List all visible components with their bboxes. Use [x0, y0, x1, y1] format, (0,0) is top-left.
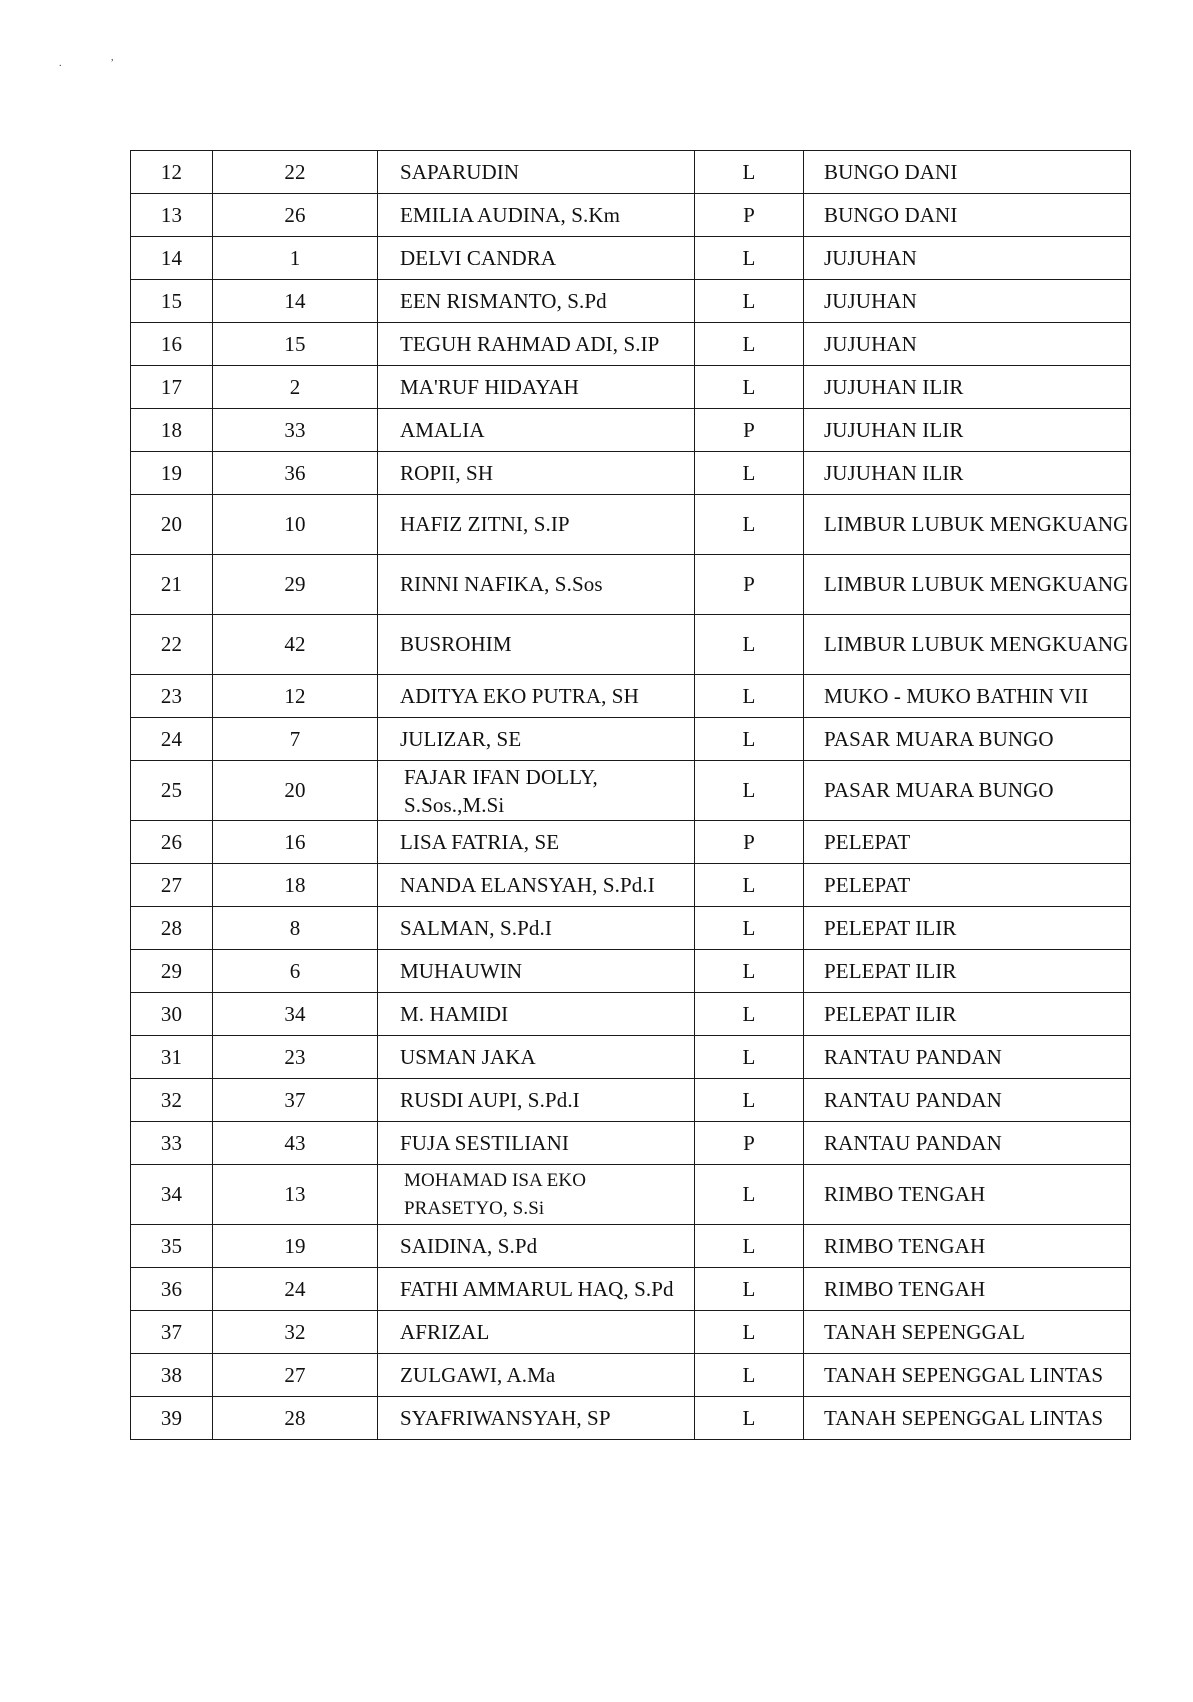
gender-cell: L [695, 675, 804, 718]
row-number-cell: 31 [131, 1036, 213, 1079]
table-row [131, 615, 1131, 675]
gender-cell: L [695, 323, 804, 366]
participant-number-cell: 7 [213, 718, 378, 761]
table-row [131, 1122, 1131, 1165]
participant-name-cell: ZULGAWI, A.Ma [378, 1354, 695, 1397]
participant-number-cell: 28 [213, 1397, 378, 1440]
table-row [131, 821, 1131, 864]
participant-name-cell: SAPARUDIN [378, 151, 695, 194]
village-cell: BUNGO DANI [804, 194, 1131, 237]
participant-number-cell: 29 [213, 555, 378, 615]
participant-number-cell: 37 [213, 1079, 378, 1122]
row-number-cell: 19 [131, 452, 213, 495]
row-number-cell: 18 [131, 409, 213, 452]
gender-cell: L [695, 1036, 804, 1079]
gender-cell: L [695, 761, 804, 821]
participant-number-cell: 27 [213, 1354, 378, 1397]
participant-number-cell: 23 [213, 1036, 378, 1079]
participant-number-cell: 43 [213, 1122, 378, 1165]
participant-name-cell: TEGUH RAHMAD ADI, S.IP [378, 323, 695, 366]
table-row [131, 323, 1131, 366]
gender-cell: P [695, 555, 804, 615]
gender-cell: L [695, 1354, 804, 1397]
row-number-cell: 24 [131, 718, 213, 761]
table-row [131, 151, 1131, 194]
participant-name-cell: USMAN JAKA [378, 1036, 695, 1079]
participant-number-cell: 36 [213, 452, 378, 495]
village-cell: RANTAU PANDAN [804, 1122, 1131, 1165]
participant-name-cell: BUSROHIM [378, 615, 695, 675]
participant-number-cell: 10 [213, 495, 378, 555]
table-row [131, 761, 1131, 821]
table-row [131, 1311, 1131, 1354]
village-cell: PELEPAT ILIR [804, 993, 1131, 1036]
participant-number-cell: 8 [213, 907, 378, 950]
village-cell: LIMBUR LUBUK MENGKUANG [804, 615, 1131, 675]
table-row [131, 237, 1131, 280]
participant-name-cell: AMALIA [378, 409, 695, 452]
village-cell: BUNGO DANI [804, 151, 1131, 194]
gender-cell: P [695, 409, 804, 452]
participant-number-cell: 33 [213, 409, 378, 452]
gender-cell: L [695, 1165, 804, 1225]
village-cell: RIMBO TENGAH [804, 1165, 1131, 1225]
participant-number-cell: 1 [213, 237, 378, 280]
table-row [131, 452, 1131, 495]
village-cell: PELEPAT ILIR [804, 907, 1131, 950]
village-cell: PASAR MUARA BUNGO [804, 718, 1131, 761]
village-cell: MUKO - MUKO BATHIN VII [804, 675, 1131, 718]
gender-cell: L [695, 993, 804, 1036]
participant-name-cell: RINNI NAFIKA, S.Sos [378, 555, 695, 615]
table-row [131, 495, 1131, 555]
village-cell: TANAH SEPENGGAL [804, 1311, 1131, 1354]
participant-number-cell: 16 [213, 821, 378, 864]
participant-number-cell: 32 [213, 1311, 378, 1354]
village-cell: LIMBUR LUBUK MENGKUANG [804, 555, 1131, 615]
participant-name-cell: MA'RUF HIDAYAH [378, 366, 695, 409]
village-cell: TANAH SEPENGGAL LINTAS [804, 1397, 1131, 1440]
participant-number-cell: 6 [213, 950, 378, 993]
row-number-cell: 21 [131, 555, 213, 615]
row-number-cell: 15 [131, 280, 213, 323]
participant-name-cell: ROPII, SH [378, 452, 695, 495]
participant-name-cell: EEN RISMANTO, S.Pd [378, 280, 695, 323]
participant-name-cell: FUJA SESTILIANI [378, 1122, 695, 1165]
village-cell: RANTAU PANDAN [804, 1079, 1131, 1122]
row-number-cell: 27 [131, 864, 213, 907]
participant-name-cell: LISA FATRIA, SE [378, 821, 695, 864]
table-row [131, 1397, 1131, 1440]
participant-name-cell: M. HAMIDI [378, 993, 695, 1036]
participant-name-cell: AFRIZAL [378, 1311, 695, 1354]
participant-number-cell: 19 [213, 1225, 378, 1268]
village-cell: PELEPAT [804, 864, 1131, 907]
gender-cell: L [695, 280, 804, 323]
village-cell: LIMBUR LUBUK MENGKUANG [804, 495, 1131, 555]
table-row [131, 993, 1131, 1036]
table-row [131, 1165, 1131, 1225]
village-cell: JUJUHAN [804, 323, 1131, 366]
row-number-cell: 39 [131, 1397, 213, 1440]
participant-name-cell: MOHAMAD ISA EKO PRASETYO, S.Si [378, 1165, 695, 1225]
gender-cell: L [695, 1311, 804, 1354]
participant-number-cell: 13 [213, 1165, 378, 1225]
participant-number-cell: 22 [213, 151, 378, 194]
village-cell: JUJUHAN ILIR [804, 409, 1131, 452]
table-row [131, 280, 1131, 323]
village-cell: JUJUHAN ILIR [804, 366, 1131, 409]
participant-name-cell: HAFIZ ZITNI, S.IP [378, 495, 695, 555]
participant-number-cell: 15 [213, 323, 378, 366]
participant-name-cell: SYAFRIWANSYAH, SP [378, 1397, 695, 1440]
table-row [131, 718, 1131, 761]
row-number-cell: 17 [131, 366, 213, 409]
row-number-cell: 12 [131, 151, 213, 194]
village-cell: JUJUHAN [804, 280, 1131, 323]
participant-name-cell: FATHI AMMARUL HAQ, S.Pd [378, 1268, 695, 1311]
village-cell: PASAR MUARA BUNGO [804, 761, 1131, 821]
gender-cell: L [695, 1397, 804, 1440]
gender-cell: P [695, 194, 804, 237]
village-cell: RIMBO TENGAH [804, 1225, 1131, 1268]
table-row [131, 194, 1131, 237]
participant-table [130, 150, 1131, 1440]
gender-cell: L [695, 237, 804, 280]
village-cell: RIMBO TENGAH [804, 1268, 1131, 1311]
gender-cell: L [695, 1225, 804, 1268]
row-number-cell: 35 [131, 1225, 213, 1268]
row-number-cell: 34 [131, 1165, 213, 1225]
participant-number-cell: 26 [213, 194, 378, 237]
table-row [131, 1225, 1131, 1268]
gender-cell: L [695, 151, 804, 194]
participant-name-cell: SALMAN, S.Pd.I [378, 907, 695, 950]
gender-cell: L [695, 950, 804, 993]
participant-name-cell: MUHAUWIN [378, 950, 695, 993]
table-row [131, 1268, 1131, 1311]
village-cell: JUJUHAN [804, 237, 1131, 280]
gender-cell: L [695, 1268, 804, 1311]
table-row [131, 864, 1131, 907]
gender-cell: L [695, 864, 804, 907]
gender-cell: L [695, 907, 804, 950]
row-number-cell: 36 [131, 1268, 213, 1311]
participant-name-cell: RUSDI AUPI, S.Pd.I [378, 1079, 695, 1122]
row-number-cell: 14 [131, 237, 213, 280]
table-row [131, 1079, 1131, 1122]
table-row [131, 1354, 1131, 1397]
participant-name-cell: FAJAR IFAN DOLLY, S.Sos.,M.Si [378, 761, 695, 821]
row-number-cell: 22 [131, 615, 213, 675]
participant-number-cell: 14 [213, 280, 378, 323]
participant-name-cell: NANDA ELANSYAH, S.Pd.I [378, 864, 695, 907]
row-number-cell: 25 [131, 761, 213, 821]
village-cell: JUJUHAN ILIR [804, 452, 1131, 495]
participant-name-cell: SAIDINA, S.Pd [378, 1225, 695, 1268]
table-row [131, 1036, 1131, 1079]
row-number-cell: 16 [131, 323, 213, 366]
participant-name-cell: EMILIA AUDINA, S.Km [378, 194, 695, 237]
gender-cell: L [695, 366, 804, 409]
scan-speck: , [111, 52, 114, 63]
gender-cell: P [695, 1122, 804, 1165]
participant-number-cell: 20 [213, 761, 378, 821]
row-number-cell: 13 [131, 194, 213, 237]
row-number-cell: 28 [131, 907, 213, 950]
participant-number-cell: 2 [213, 366, 378, 409]
gender-cell: L [695, 1079, 804, 1122]
row-number-cell: 23 [131, 675, 213, 718]
row-number-cell: 32 [131, 1079, 213, 1122]
table-row [131, 555, 1131, 615]
row-number-cell: 20 [131, 495, 213, 555]
table-row [131, 675, 1131, 718]
participant-number-cell: 34 [213, 993, 378, 1036]
participant-number-cell: 12 [213, 675, 378, 718]
gender-cell: L [695, 495, 804, 555]
table-body [131, 151, 1131, 1440]
table-row [131, 950, 1131, 993]
scan-speck: . [59, 58, 62, 69]
table-row [131, 366, 1131, 409]
participant-name-cell: DELVI CANDRA [378, 237, 695, 280]
participant-number-cell: 24 [213, 1268, 378, 1311]
gender-cell: L [695, 615, 804, 675]
row-number-cell: 33 [131, 1122, 213, 1165]
village-cell: PELEPAT [804, 821, 1131, 864]
row-number-cell: 37 [131, 1311, 213, 1354]
gender-cell: L [695, 452, 804, 495]
row-number-cell: 29 [131, 950, 213, 993]
gender-cell: L [695, 718, 804, 761]
gender-cell: P [695, 821, 804, 864]
row-number-cell: 26 [131, 821, 213, 864]
table-row [131, 409, 1131, 452]
village-cell: RANTAU PANDAN [804, 1036, 1131, 1079]
village-cell: PELEPAT ILIR [804, 950, 1131, 993]
participant-number-cell: 18 [213, 864, 378, 907]
participant-name-cell: JULIZAR, SE [378, 718, 695, 761]
row-number-cell: 30 [131, 993, 213, 1036]
row-number-cell: 38 [131, 1354, 213, 1397]
participant-number-cell: 42 [213, 615, 378, 675]
village-cell: TANAH SEPENGGAL LINTAS [804, 1354, 1131, 1397]
participant-name-cell: ADITYA EKO PUTRA, SH [378, 675, 695, 718]
table-row [131, 907, 1131, 950]
